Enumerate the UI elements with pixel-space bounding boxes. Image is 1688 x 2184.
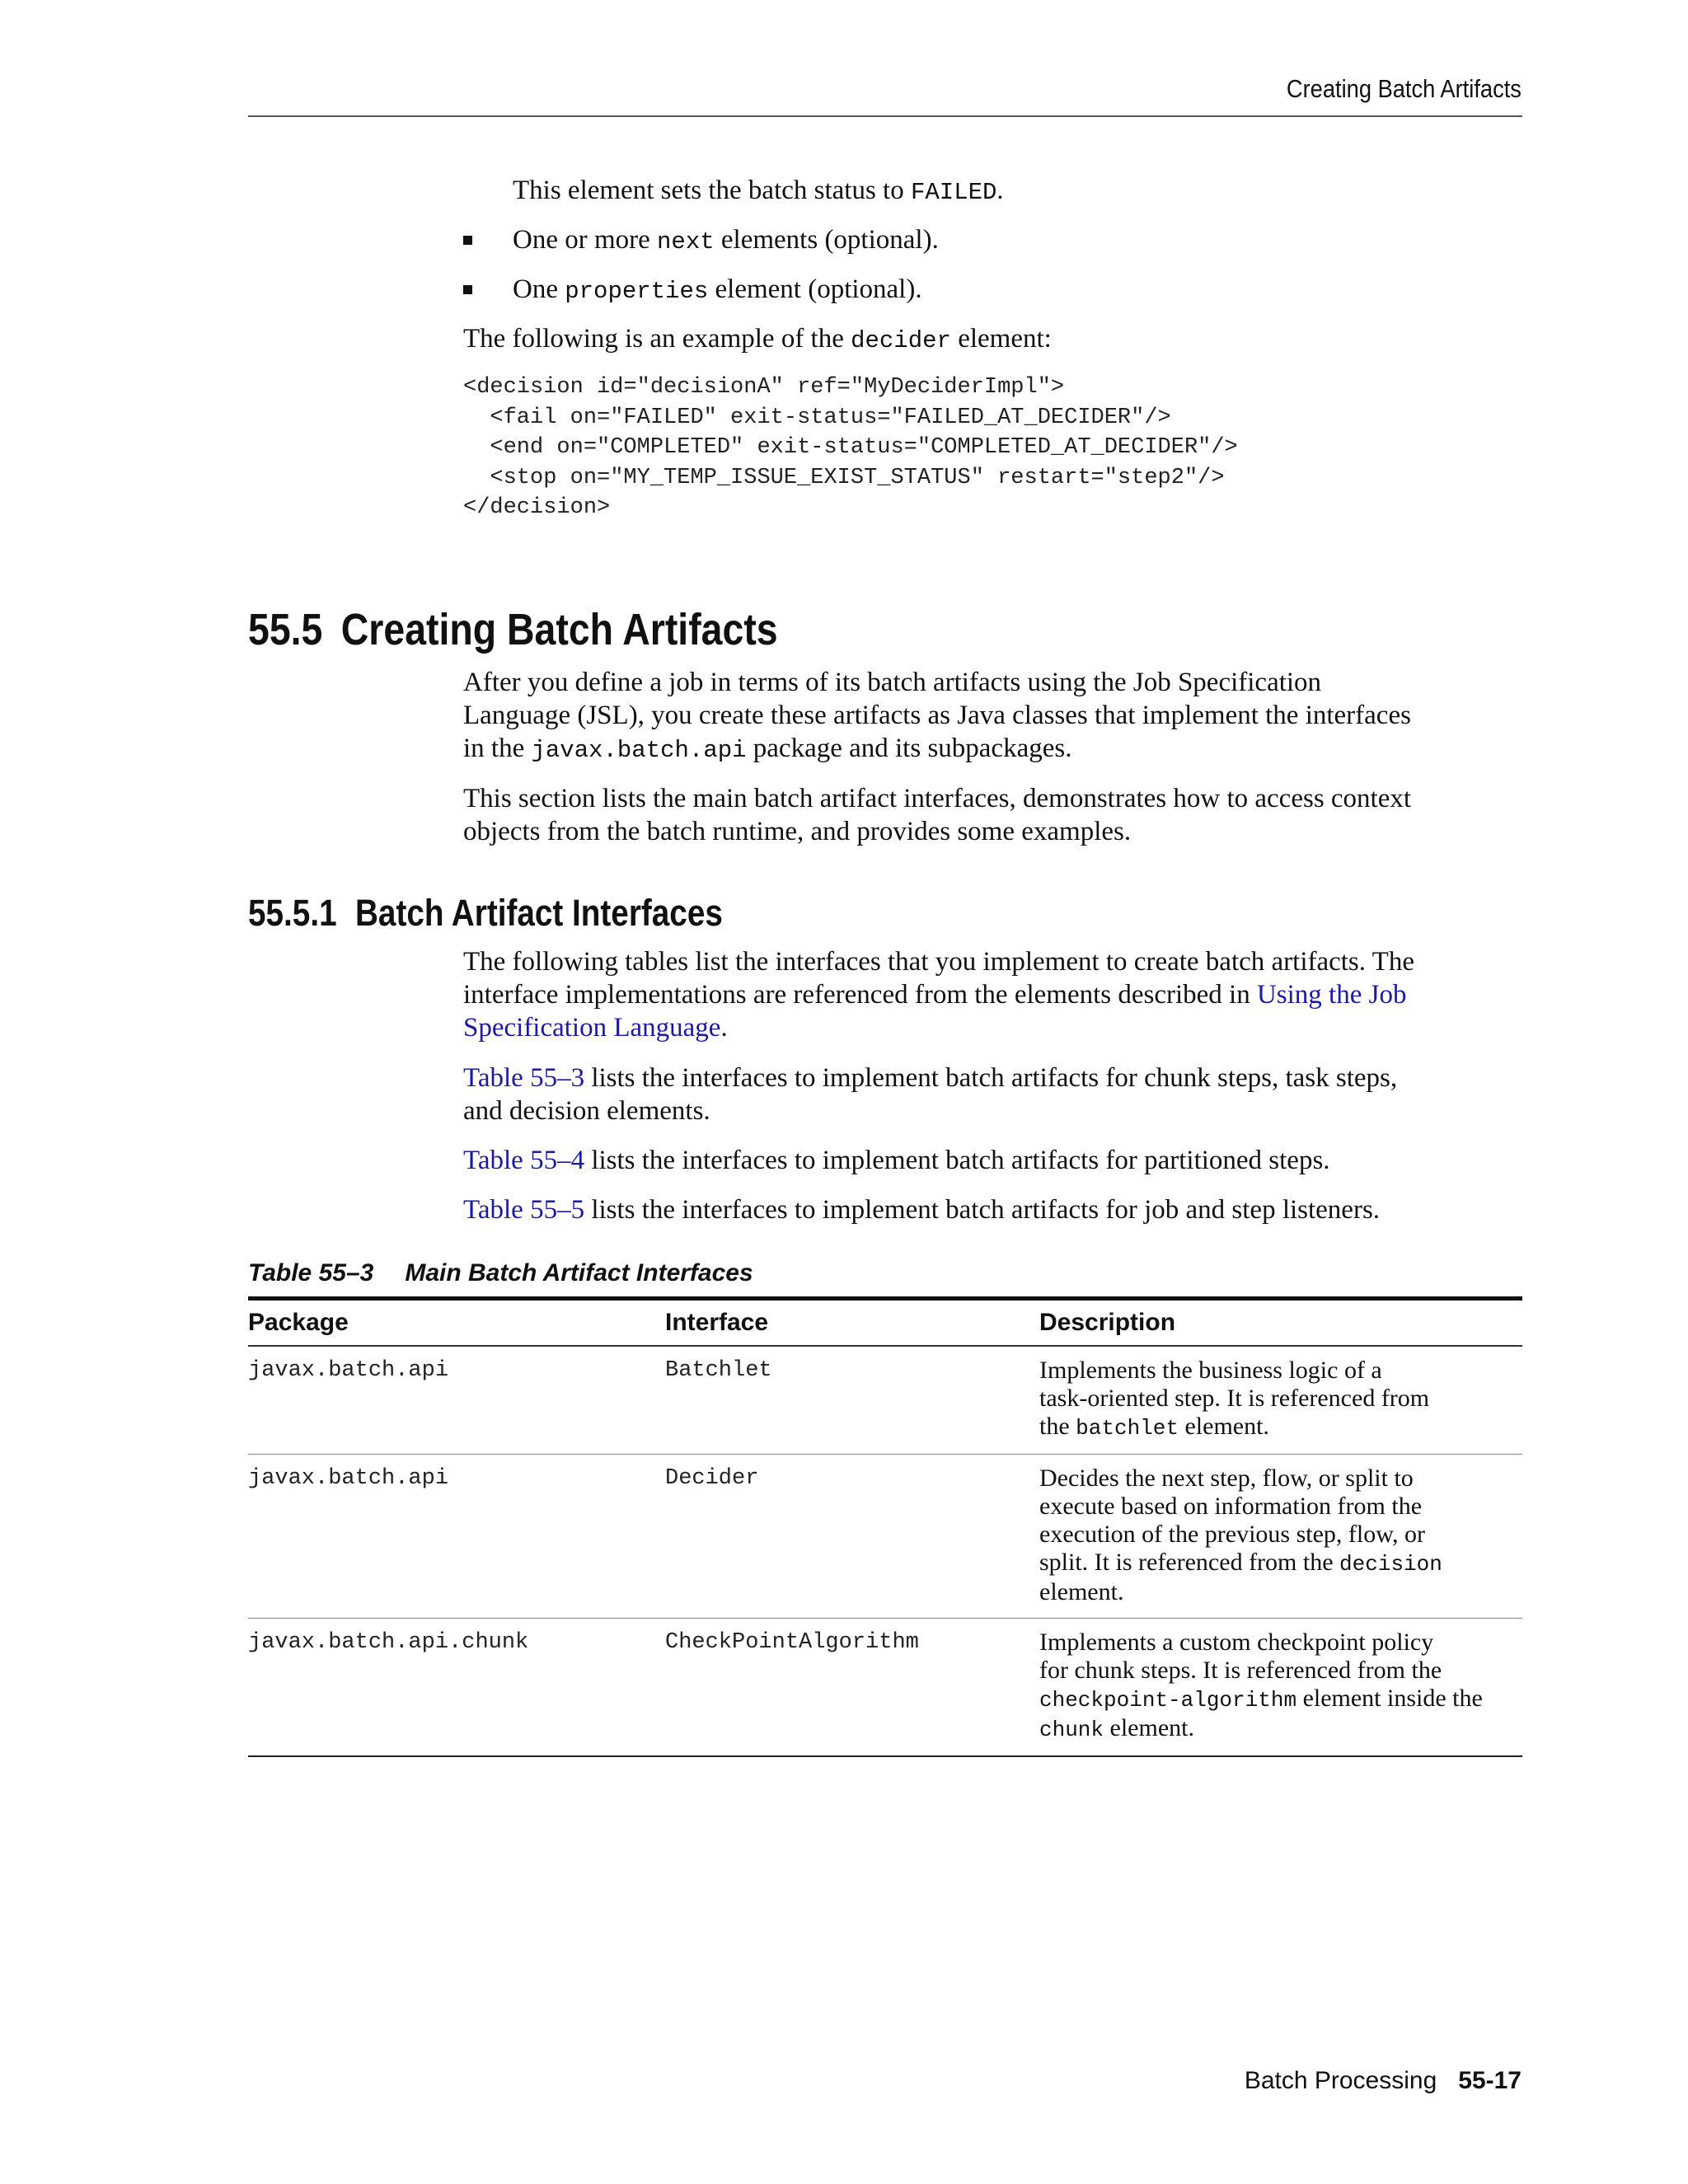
code-example bbox=[463, 373, 1238, 523]
interface-cell: Decider bbox=[665, 1455, 1039, 1619]
link-using-job-spec-language[interactable]: Specification Language bbox=[463, 1013, 721, 1043]
link-table-55-5[interactable]: Table 55–5 bbox=[463, 1195, 585, 1225]
table-ref-paragraph: Table 55–3 lists the interfaces to implement batch artifacts for chunk steps, task steps, and decision elements. bbox=[463, 1063, 1398, 1126]
link-table-55-3[interactable]: Table 55–3 bbox=[463, 1063, 585, 1093]
table-row bbox=[248, 1619, 1522, 1757]
header-rule bbox=[248, 115, 1522, 117]
code-line: <fail on="FAILED" exit-status="FAILED_AT_DECIDER"/> bbox=[463, 405, 1171, 430]
artifact-interfaces-table bbox=[248, 1296, 1522, 1757]
table-ref-paragraph: Table 55–5 lists the interfaces to implement batch artifacts for job and step listeners. bbox=[463, 1195, 1381, 1225]
table-row bbox=[248, 1455, 1522, 1619]
package-cell: javax.batch.api.chunk bbox=[248, 1619, 665, 1757]
section-heading: 55.5 Creating Batch Artifacts bbox=[248, 605, 778, 654]
description-cell: Implements a custom checkpoint policy for chunk steps. It is referenced from the checkpoint-algorithm element inside the chunk element. bbox=[1039, 1619, 1522, 1757]
code-line: <decision id="decisionA" ref="MyDeciderImpl"> bbox=[463, 375, 1065, 400]
link-table-55-4[interactable]: Table 55–4 bbox=[463, 1146, 585, 1175]
code-line: <end on="COMPLETED" exit-status="COMPLETED_AT_DECIDER"/> bbox=[463, 435, 1238, 461]
example-intro: The following is an example of the decider element: bbox=[463, 324, 1052, 354]
running-header: Creating Batch Artifacts bbox=[1286, 74, 1522, 103]
link-using-job-spec-language[interactable]: Using the Job bbox=[1256, 980, 1407, 1010]
column-header-package: Package bbox=[248, 1299, 665, 1347]
code-line: <stop on="MY_TEMP_ISSUE_EXIST_STATUS" restart="step2"/> bbox=[463, 465, 1225, 490]
code-line: </decision> bbox=[463, 495, 611, 521]
column-header-interface: Interface bbox=[665, 1299, 1039, 1347]
description-cell: Implements the business logic of a task-oriented step. It is referenced from the batchlet element. bbox=[1039, 1346, 1522, 1455]
status-line: This element sets the batch status to FAILED. bbox=[513, 176, 1004, 206]
subsection-heading: 55.5.1 Batch Artifact Interfaces bbox=[248, 892, 723, 934]
table-row bbox=[248, 1346, 1522, 1455]
page-footer bbox=[1245, 2067, 1522, 2095]
interface-cell: Batchlet bbox=[665, 1346, 1039, 1455]
table-header-row bbox=[248, 1299, 1522, 1347]
subsection-paragraph: The following tables list the interfaces that you implement to create batch artifacts. The interface implementations are referenced from the elements described in Using the Job Specification Language. bbox=[463, 947, 1414, 1043]
interface-cell: CheckPointAlgorithm bbox=[665, 1619, 1039, 1757]
footer-chapter: Batch Processing bbox=[1244, 2067, 1437, 2094]
section-paragraph: This section lists the main batch artifact interfaces, demonstrates how to access context objects from the batch runtime, and provides some examples. bbox=[463, 784, 1412, 846]
page-number: 55-17 bbox=[1458, 2067, 1522, 2094]
package-cell: javax.batch.api bbox=[248, 1455, 665, 1619]
table-ref-paragraph: Table 55–4 lists the interfaces to implement batch artifacts for partitioned steps. bbox=[463, 1146, 1330, 1175]
package-cell: javax.batch.api bbox=[248, 1346, 665, 1455]
bullet-square-icon bbox=[463, 236, 472, 245]
bullet-square-icon bbox=[463, 285, 472, 294]
table-caption: Table 55–3 Main Batch Artifact Interfaces bbox=[248, 1259, 753, 1286]
section-paragraph: After you define a job in terms of its batch artifacts using the Job Specification Language (JSL), you create these artifacts as Java classes that implement the interfaces in the javax.batch.api package and its subpackages. bbox=[463, 668, 1411, 764]
description-cell: Decides the next step, flow, or split to execute based on information from the execution of the previous step, flow, or split. It is referenced from the decision element. bbox=[1039, 1455, 1522, 1619]
column-header-description: Description bbox=[1039, 1299, 1522, 1347]
